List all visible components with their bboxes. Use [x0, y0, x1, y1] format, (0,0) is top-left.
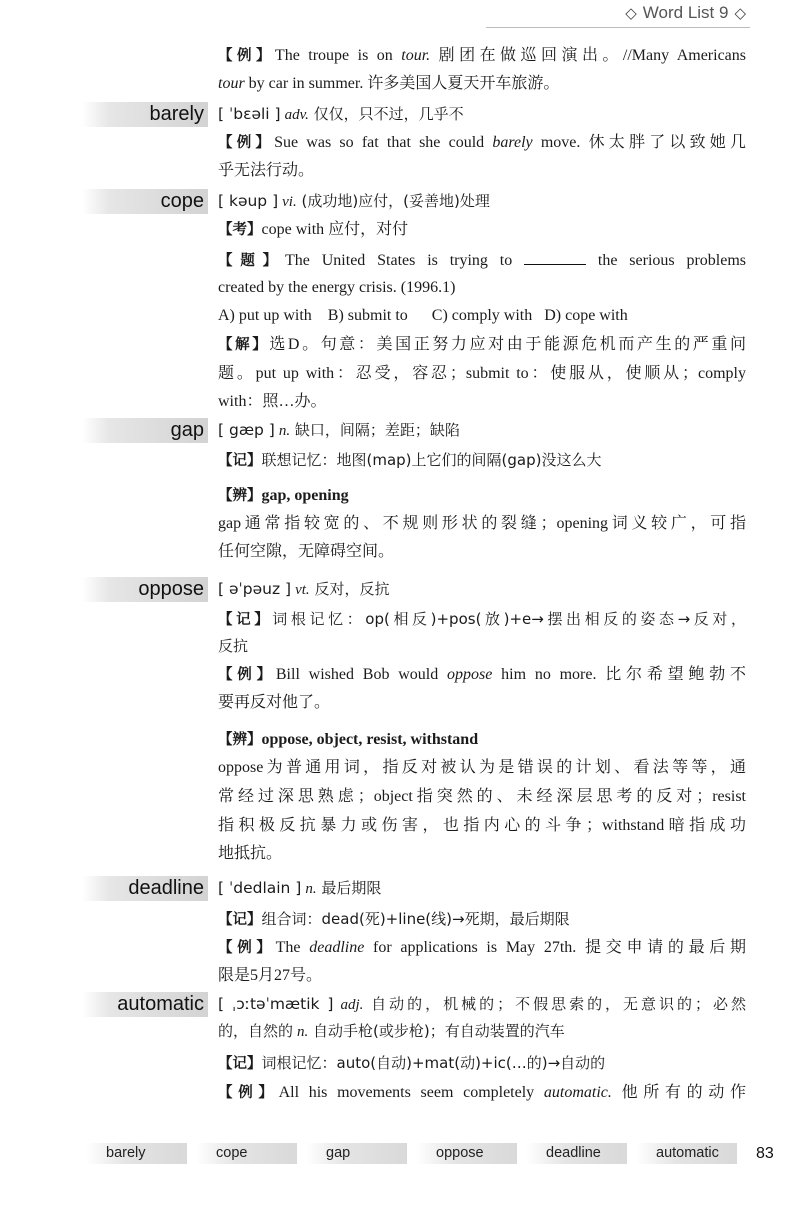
diamond-icon: ◇	[625, 5, 637, 22]
memory-line: 【记】词根记忆：auto(自动)+mat(动)+ic(…的)→自动的	[218, 1054, 606, 1072]
example-line: 乎无法行动。	[218, 162, 315, 179]
entry-head-deadline	[218, 877, 746, 900]
footer-tab-deadline: deadline	[526, 1143, 627, 1164]
footer-tab-gap: gap	[306, 1143, 407, 1164]
definition: 最后期限	[316, 879, 382, 897]
headword-deadline: deadline	[82, 876, 208, 901]
definition: 反对，反抗	[309, 580, 390, 598]
entry-head-automatic	[218, 993, 746, 1016]
definition: 仅仅，只不过，几乎不	[308, 105, 464, 123]
distinguish-line: 【辨】gap, opening	[218, 487, 349, 504]
headword-barely: barely	[82, 102, 208, 127]
example-line: tour by car in summer. 许多美国人夏天开车旅游。	[218, 75, 560, 92]
running-header	[625, 2, 746, 24]
answer-blank	[524, 249, 586, 265]
entry-head-cope	[218, 190, 746, 213]
definition: 自动的，机械的；不假思索的，无意识的；必然	[363, 995, 746, 1013]
definition: (成功地)应付，(妥善地)处理	[296, 192, 490, 210]
explanation-line: 题。put up with：忍受，容忍；submit to：使服从，使顺从；comply	[218, 365, 746, 382]
example-line: 【例】The troupe is on tour. 剧团在做巡回演出。//Many Americans	[218, 47, 747, 64]
headword-automatic: automatic	[82, 992, 208, 1017]
example-line: 【例】All his movements seem completely automatic. 他所有的动作	[218, 1084, 747, 1101]
word-list-title: Word List 9	[642, 3, 729, 22]
phonetic: [ əˈpəuz ]	[218, 580, 292, 598]
part-of-speech: vt.	[295, 582, 310, 598]
entry-head-gap	[218, 419, 746, 442]
part-of-speech: n.	[278, 423, 291, 439]
phonetic: [ ˈbɛəli ]	[218, 105, 281, 123]
question-line: 【题】The United States is trying to the serious problems	[218, 249, 746, 272]
question-line: created by the energy crisis. (1996.1)	[218, 279, 456, 296]
part-of-speech: adj.	[340, 997, 364, 1013]
definition: 缺口，间隔；差距；缺陷	[290, 421, 460, 439]
example-line: 【例】Bill wished Bob would oppose him no more. 比尔希望鲍勃不	[218, 666, 746, 683]
footer-word-tabs	[86, 1143, 746, 1164]
distinguish-text: oppose为普通用词，指反对被认为是错误的计划、看法等等，通	[218, 759, 746, 776]
example-line: 【例】Sue was so fat that she could barely move. 休太胖了以致她几	[218, 134, 747, 151]
distinguish-text: 指积极反抗暴力或伤害，也指内心的斗争；withstand暗指成功	[218, 817, 746, 834]
footer-tab-barely: barely	[86, 1143, 187, 1164]
memory-line: 【记】词根记忆：op(相反)+pos(放)+e→摆出相反的姿态→反对，	[218, 610, 746, 628]
diamond-icon: ◇	[734, 5, 746, 22]
distinguish-text: 常经过深思熟虑；object指突然的、未经深层思考的反对；resist	[218, 788, 746, 805]
header-rule	[486, 27, 750, 28]
part-of-speech: vi.	[282, 194, 297, 210]
distinguish-text: 地抵抗。	[218, 845, 283, 862]
example-line: 限是5月27号。	[218, 967, 323, 984]
explanation-line: with：照…办。	[218, 393, 327, 410]
memory-line: 【记】联想记忆：地图(map)上它们的间隔(gap)没这么大	[218, 451, 602, 469]
memory-line: 【记】组合词：dead(死)+line(线)→死期，最后期限	[218, 910, 570, 928]
explanation-line: 【解】选D。句意：美国正努力应对由于能源危机而产生的严重问	[218, 336, 747, 353]
footer-tab-oppose: oppose	[416, 1143, 517, 1164]
part-of-speech: n.	[297, 1024, 309, 1040]
headword-cope: cope	[82, 189, 208, 214]
phonetic: [ gæp ]	[218, 421, 275, 439]
phonetic: [ ˈdedlain ]	[218, 879, 302, 897]
headword-gap: gap	[82, 418, 208, 443]
answer-options: A) put up with B) submit to C) comply with D) cope with	[218, 307, 628, 324]
distinguish-text: 任何空隙，无障碍空间。	[218, 543, 395, 560]
exam-note-line: 【考】cope with 应付，对付	[218, 221, 409, 238]
part-of-speech: adv.	[284, 107, 309, 123]
entry-head-barely	[218, 103, 746, 126]
distinguish-line: 【辨】oppose, object, resist, withstand	[218, 731, 479, 748]
example-line: 要再反对他了。	[218, 694, 331, 711]
page-number: 83	[756, 1145, 774, 1162]
phonetic: [ kəup ]	[218, 192, 279, 210]
definition-line: 的，自然的 n. 自动手枪(或步枪)；有自动装置的汽车	[218, 1022, 565, 1040]
footer-tab-cope: cope	[196, 1143, 297, 1164]
footer-tab-automatic: automatic	[636, 1143, 737, 1164]
distinguish-text: gap通常指较宽的、不规则形状的裂缝；opening词义较广，可指	[218, 515, 746, 532]
part-of-speech: n.	[305, 881, 317, 897]
headword-oppose: oppose	[82, 577, 208, 602]
memory-line: 反抗	[218, 637, 249, 655]
entry-head-oppose	[218, 578, 746, 601]
phonetic: [ ˌɔːtəˈmætik ]	[218, 995, 334, 1013]
example-tag: 【例】	[218, 48, 275, 64]
example-line: 【例】The deadline for applications is May 27th. 提交申请的最后期	[218, 939, 747, 956]
